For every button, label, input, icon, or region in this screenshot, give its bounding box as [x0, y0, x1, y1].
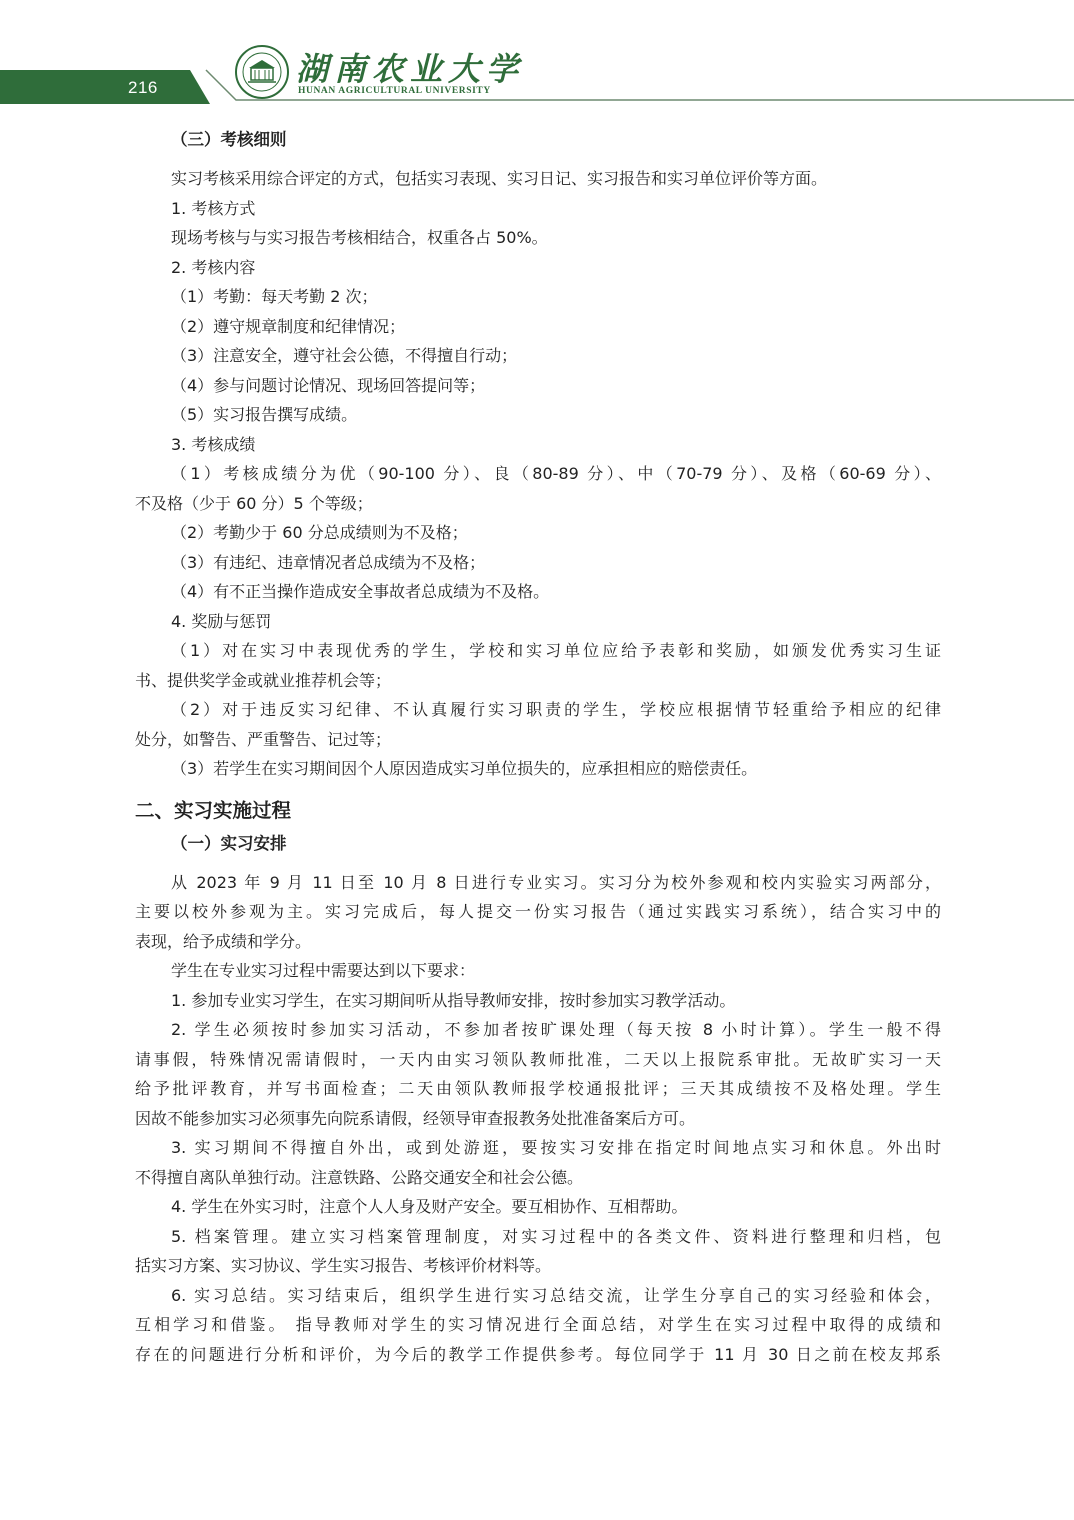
- requirement-item-continued: 因故不能参加实习必须事先向院系请假，经领导审查报教务处批准备案后方可。: [135, 1108, 696, 1128]
- header-banner-graphic: [0, 0, 1074, 110]
- list-item: （4）有不正当操作造成安全事故者总成绩为不及格。: [171, 582, 550, 601]
- page-number: 216: [128, 78, 158, 97]
- requirement-item-continued: 存在的问题进行分析和评价，为今后的教学工作提供参考。每位同学于 11 月 30 日之前在校友邦系: [135, 1344, 941, 1364]
- university-seal-icon: [234, 44, 290, 100]
- paragraph: 现场考核与与实习报告考核相结合，权重各占 50%。: [171, 228, 548, 247]
- paragraph-line: 表现，给予成绩和学分。: [135, 931, 312, 951]
- list-item: （2）对于违反实习纪律、不认真履行实习职责的学生，学校应根据情节轻重给予相应的纪律: [171, 700, 941, 719]
- list-item: （5）实习报告撰写成绩。: [171, 405, 358, 424]
- section-title: （三）考核细则: [171, 130, 287, 149]
- chapter-title: 二、实习实施过程: [135, 798, 292, 822]
- list-item: （3）注意安全，遵守社会公德，不得擅自行动；: [171, 346, 518, 365]
- section-title: （一）实习安排: [171, 833, 287, 853]
- item-heading: 4. 奖励与惩罚: [171, 611, 272, 631]
- list-item-continued: 不及格（少于 60 分）5 个等级；: [135, 493, 373, 513]
- university-name-en: HUNAN AGRICULTURAL UNIVERSITY: [298, 86, 491, 96]
- paragraph: 实习考核采用综合评定的方式，包括实习表现、实习日记、实习报告和实习单位评价等方面。: [171, 169, 828, 188]
- list-item: （1）对在实习中表现优秀的学生，学校和实习单位应给予表彰和奖励，如颁发优秀实习生证: [171, 641, 941, 660]
- list-item: （3）若学生在实习期间因个人原因造成实习单位损失的，应承担相应的赔偿责任。: [171, 759, 758, 778]
- list-item: （2）遵守规章制度和纪律情况；: [171, 316, 406, 336]
- list-item: （4）参与问题讨论情况、现场回答提问等；: [171, 375, 486, 395]
- document-body: [135, 124, 941, 1369]
- requirement-item-continued: 请事假，特殊情况需请假时，一天内由实习领队教师批准，二天以上报院系审批。无故旷实习一天: [135, 1049, 941, 1069]
- requirement-item: 3. 实习期间不得擅自外出，或到处游逛，要按实习安排在指定时间地点实习和休息。外出时: [171, 1138, 941, 1157]
- paragraph: 学生在专业实习过程中需要达到以下要求：: [171, 961, 476, 980]
- list-item-continued: 书、提供奖学金或就业推荐机会等；: [135, 670, 392, 690]
- paragraph-line: 从 2023 年 9 月 11 日至 10 月 8 日进行专业实习。实习分为校外参观和校内实验实习两部分，: [171, 872, 941, 892]
- requirement-item: 5. 档案管理。建立实习档案管理制度，对实习过程中的各类文件、资料进行整理和归档，包: [171, 1226, 941, 1246]
- list-item: （3）有违纪、违章情况者总成绩为不及格；: [171, 552, 486, 572]
- requirement-item: 2. 学生必须按时参加实习活动，不参加者按旷课处理（每天按 8 小时计算）。学生一般不得: [171, 1020, 941, 1039]
- list-item-continued: 处分，如警告、严重警告、记过等；: [135, 729, 392, 749]
- requirement-item: 4. 学生在外实习时，注意个人人身及财产安全。要互相协作、互相帮助。: [171, 1197, 688, 1216]
- page-header: [0, 0, 1074, 110]
- requirement-item-continued: 不得擅自离队单独行动。注意铁路、公路交通安全和社会公德。: [135, 1167, 584, 1187]
- requirement-item-continued: 给予批评教育，并写书面检查；二天由领队教师报学校通报批评；三天其成绩按不及格处理。学生: [135, 1079, 941, 1098]
- item-heading: 2. 考核内容: [171, 257, 256, 277]
- requirement-item: 6. 实习总结。实习结束后，组织学生进行实习总结交流，让学生分享自己的实习经验和体会，: [171, 1285, 941, 1305]
- list-item: （2）考勤少于 60 分总成绩则为不及格；: [171, 523, 468, 542]
- item-heading: 3. 考核成绩: [171, 434, 256, 454]
- requirement-item-continued: 括实习方案、实习协议、学生实习报告、考核评价材料等。: [135, 1256, 552, 1275]
- requirement-item-continued: 互相学习和借鉴。 指导教师对学生的实习情况进行全面总结，对学生在实习过程中取得的成绩和: [135, 1315, 941, 1334]
- paragraph-line: 主要以校外参观为主。实习完成后，每人提交一份实习报告（通过实践实习系统），结合实习中的: [135, 902, 941, 921]
- item-heading: 1. 考核方式: [171, 198, 256, 218]
- requirement-item: 1. 参加专业实习学生，在实习期间听从指导教师安排，按时参加实习教学活动。: [171, 990, 736, 1010]
- university-name-cn: 湖南农业大学: [296, 50, 525, 88]
- list-item: （1）考勤：每天考勤 2 次；: [171, 287, 378, 306]
- list-item: （1）考核成绩分为优（90-100 分）、良（80-89 分）、中（70-79 分）、及格（60-69 分）、: [171, 464, 941, 483]
